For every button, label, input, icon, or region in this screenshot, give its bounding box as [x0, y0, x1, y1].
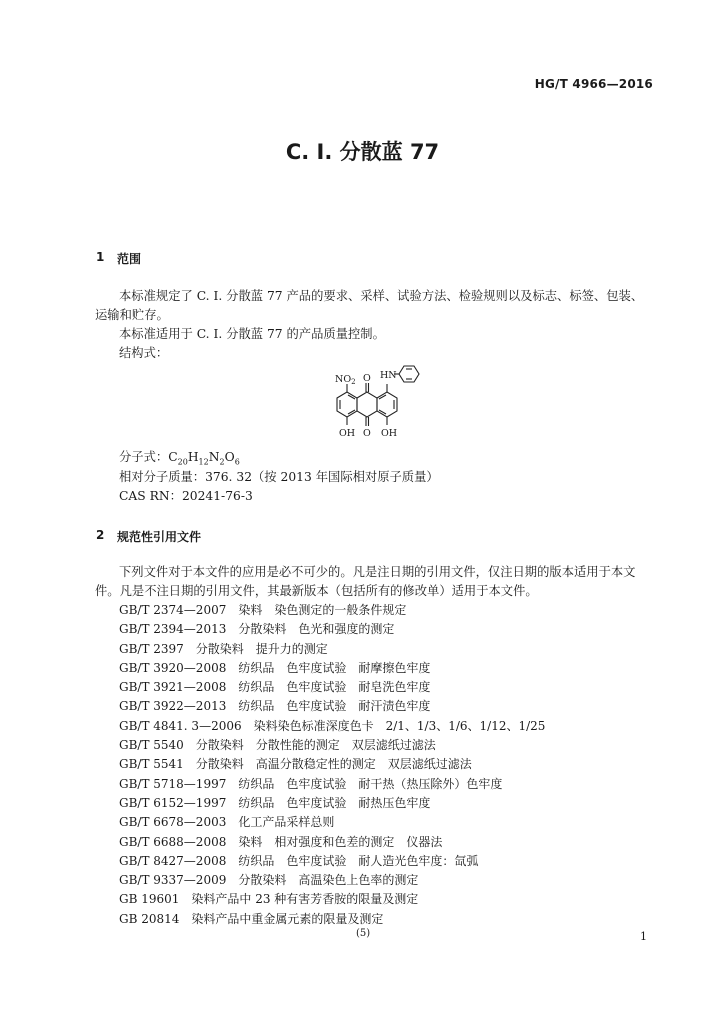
nitro-group-label: NO [335, 374, 352, 385]
reference-item: GB/T 2374—2007 染料 染色测定的一般条件规定 [119, 603, 407, 617]
hydroxyl-right-label: OH [381, 428, 398, 439]
formula-o-sub: 6 [234, 457, 240, 467]
cas-number: CAS RN：20241-76-3 [119, 489, 253, 503]
references-intro-line2: 件。凡是不注日期的引用文件，其最新版本（包括所有的修改单）适用于本文件。 [95, 584, 538, 598]
reference-item: GB/T 3922—2013 纺织品 色牢度试验 耐汗渍色牢度 [119, 699, 431, 714]
hydroxyl-left-label: OH [339, 428, 356, 439]
reference-item: GB/T 5541 分散染料 高温分散稳定性的测定 双层滤纸过滤法 [119, 757, 472, 772]
reference-item: GB/T 6688—2008 染料 相对强度和色差的测定 仪器法 [119, 834, 443, 849]
reference-item: GB/T 5540 分散染料 分散性能的测定 双层滤纸过滤法 [119, 738, 436, 753]
section-2-heading: 规范性引用文件 [117, 530, 202, 544]
section-2-number: 2 [96, 528, 105, 542]
nitro-subscript: 2 [351, 378, 356, 386]
reference-item: GB/T 4841. 3—2006 染料染色标准深度色卡 2/1、1/3、1/6、1/12、1/25 [119, 718, 546, 733]
reference-item: GB/T 9337—2009 分散染料 高温染色上色率的测定 [119, 873, 419, 888]
formula-c-sub: 20 [177, 457, 188, 467]
formula-o: O [224, 450, 235, 464]
carbonyl-bottom-label: O [363, 428, 371, 439]
reference-item: GB/T 3920—2008 纺织品 色牢度试验 耐摩擦色牢度 [119, 660, 431, 675]
section-1-heading: 范围 [117, 252, 142, 266]
reference-item: GB/T 2394—2013 分散染料 色光和强度的测定 [119, 622, 395, 637]
structure-label: 结构式： [119, 346, 169, 360]
svg-text:NO2 [335, 374, 356, 386]
formula-h-sub: 12 [198, 457, 209, 467]
reference-item: GB 20814 染料产品中重金属元素的限量及测定 [119, 911, 384, 926]
document-title: C. I. 分散蓝 77 [285, 140, 440, 164]
scope-para1-line2: 运输和贮存。 [95, 308, 169, 322]
reference-item: GB/T 6152—1997 纺织品 色牢度试验 耐热压色牢度 [119, 795, 431, 810]
formula-c: C [168, 450, 178, 464]
reference-item: GB/T 3921—2008 纺织品 色牢度试验 耐皂洗色牢度 [119, 680, 431, 695]
carbonyl-top-label: O [363, 373, 371, 384]
section-1-number: 1 [96, 250, 105, 264]
reference-item: GB/T 5718—1997 纺织品 色牢度试验 耐干热（热压除外）色牢度 [119, 776, 503, 791]
formula-n: N [208, 450, 220, 464]
reference-item: GB/T 2397 分散染料 提升力的测定 [119, 641, 328, 656]
reference-item: GB 19601 染料产品中 23 种有害芳香胺的限量及测定 [119, 892, 419, 907]
scope-para2: 本标准适用于 C. I. 分散蓝 77 的产品质量控制。 [119, 327, 385, 341]
standard-number: HG/T 4966—2016 [534, 77, 653, 91]
reference-item: GB/T 6678—2003 化工产品采样总则 [119, 815, 335, 830]
page-number: 1 [640, 930, 647, 943]
formula-label: 分子式： [119, 450, 169, 464]
formula-h: H [187, 450, 199, 464]
footer-mark: (5) [356, 928, 371, 939]
formula-n-sub: 2 [219, 457, 225, 467]
amino-label: HN [380, 370, 397, 381]
reference-list [119, 601, 545, 929]
reference-item: GB/T 8427—2008 纺织品 色牢度试验 耐人造光色牢度：氙弧 [119, 853, 479, 868]
scope-para1-line1: 本标准规定了 C. I. 分散蓝 77 产品的要求、采样、试验方法、检验规则以及标志、标签、包装、 [119, 289, 644, 303]
references-intro-line1: 下列文件对于本文件的应用是必不可少的。凡是注日期的引用文件，仅注日期的版本适用于本文 [119, 565, 636, 579]
molecular-mass: 相对分子质量：376. 32（按 2013 年国际相对原子质量） [119, 470, 439, 484]
structural-formula [315, 362, 440, 454]
